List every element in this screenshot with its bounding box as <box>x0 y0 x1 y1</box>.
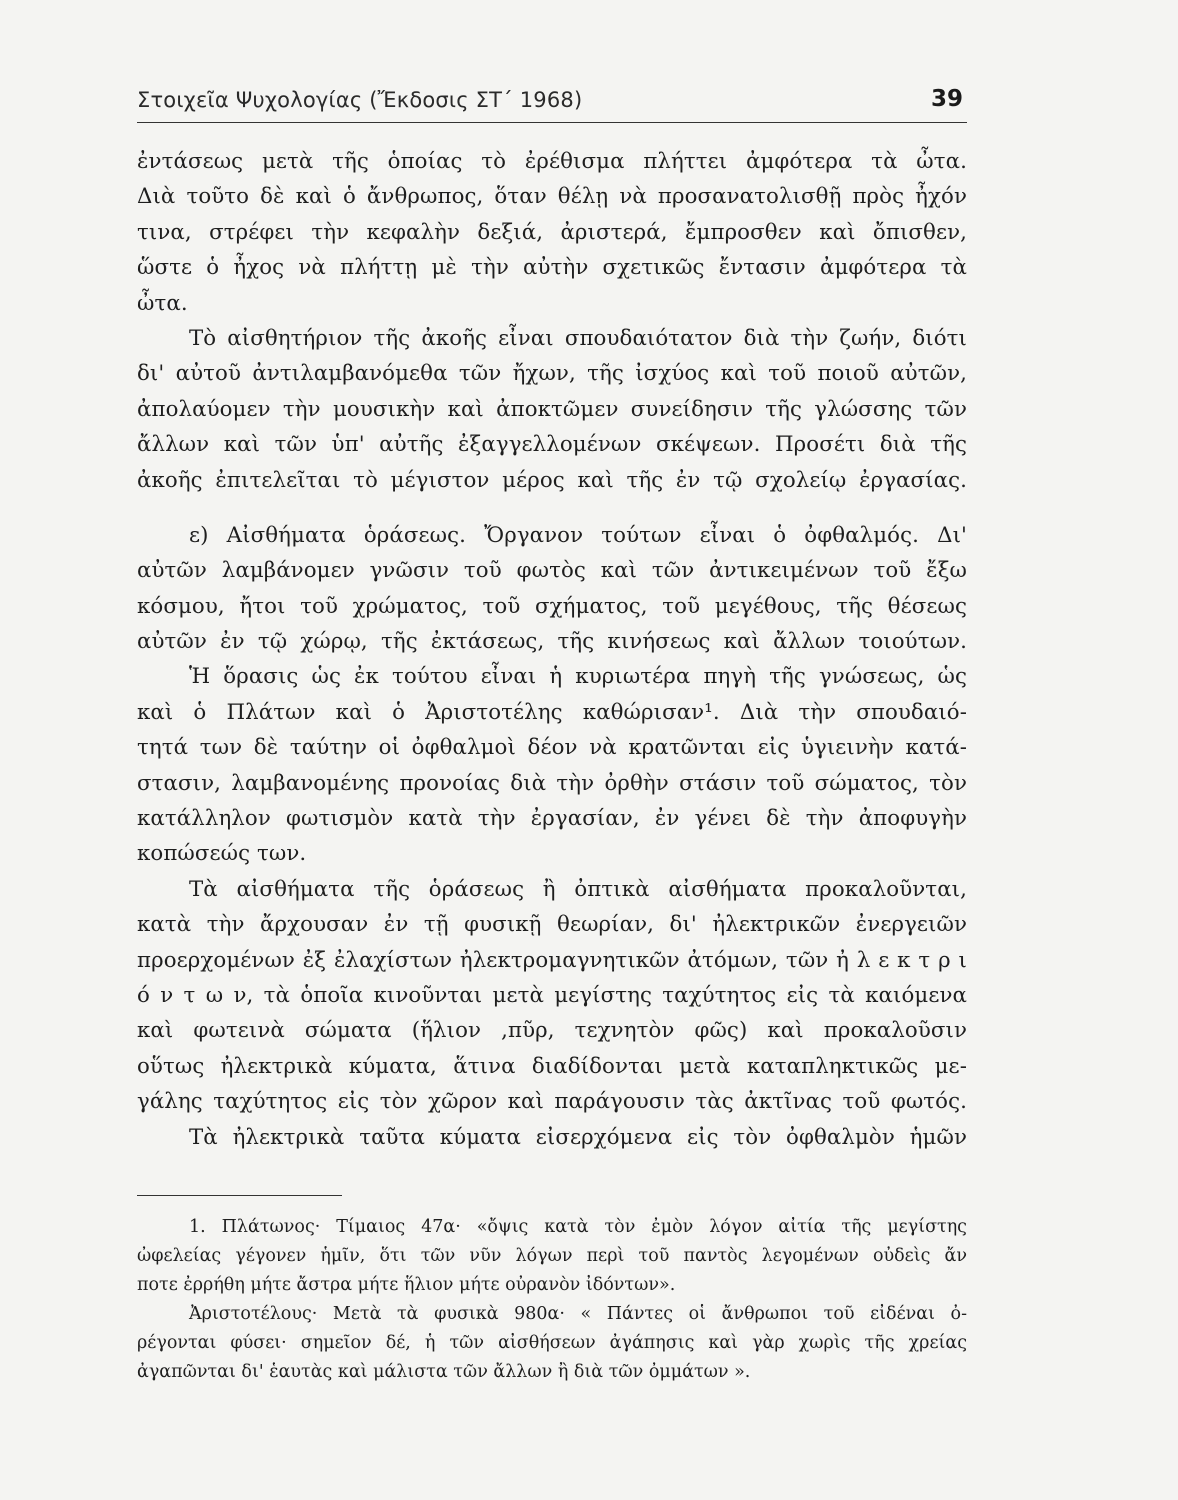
text-line: αὐτῶν λαμβάνομεν γνῶσιν τοῦ φωτὸς καὶ τῶν ἀντικειμένων τοῦ ἔξω <box>137 558 967 584</box>
footnote-line: ὠφελείας γέγονεν ἡμῖν, ὅτι τῶν νῦν λόγων περὶ τοῦ παντὸς λεγομένων οὐδεὶς ἄν <box>137 1246 967 1266</box>
text-line: Διὰ τοῦτο δὲ καὶ ὁ ἄνθρωπος, ὅταν θέλῃ νὰ προσανατολισθῇ πρὸς ἦχόν <box>137 184 967 210</box>
text-line: ἀκοῆς ἐπιτελεῖται τὸ μέγιστον μέρος καὶ τῆς ἐν τῷ σχολείῳ ἐργασίας. <box>137 467 967 493</box>
footnote-line: ποτε ἐρρήθη μήτε ἄστρα μήτε ἥλιον μήτε οὐρανὸν ἰδόντων». <box>137 1275 676 1295</box>
text-line: ἀπολαύομεν τὴν μουσικὴν καὶ ἀποκτῶμεν συνείδησιν τῆς γλώσσης τῶν <box>137 396 967 422</box>
page-number: 39 <box>930 86 963 112</box>
text-line: τητά των δὲ ταύτην οἱ ὀφθαλμοὶ δέον νὰ κρατῶνται εἰς ὑγιεινὴν κατά- <box>137 735 967 761</box>
text-line: καὶ ὁ Πλάτων καὶ ὁ Ἀριστοτέλης καθώρισαν¹. Διὰ τὴν σπουδαιό- <box>137 699 967 725</box>
text-line: κοπώσεώς των. <box>137 841 307 867</box>
text-line: δι' αὐτοῦ ἀντιλαμβανόμεθα τῶν ἤχων, τῆς ἰσχύος καὶ τοῦ ποιοῦ αὐτῶν, <box>137 361 967 387</box>
running-title: Στοιχεῖα Ψυχολογίας (Ἔκδοσις ΣΤ΄ 1968) <box>137 88 583 112</box>
body-text <box>137 144 967 1155</box>
paragraph-start-line: Τὰ ἠλεκτρικὰ ταῦτα κύματα εἰσερχόμενα εἰς τὸν ὀφθαλμὸν ἡμῶν <box>189 1124 967 1150</box>
text-line: οὕτως ἠλεκτρικὰ κύματα, ἅτινα διαδίδονται μετὰ καταπληκτικῶς με- <box>137 1053 967 1079</box>
text-line: ἄλλων καὶ τῶν ὑπ' αὐτῆς ἐξαγγελλομένων σκέψεων. Προσέτι διὰ τῆς <box>137 432 967 458</box>
text-line: ὦτα. <box>137 290 188 316</box>
footnote-line: ρέγονται φύσει· σημεῖον δέ, ἡ τῶν αἰσθήσεων ἀγάπησις καὶ γὰρ χωρὶς τῆς χρείας <box>137 1333 967 1353</box>
text-line: αὐτῶν ἐν τῷ χώρῳ, τῆς ἐκτάσεως, τῆς κινήσεως καὶ ἄλλων τοιούτων. <box>137 629 967 655</box>
text-line: ό ν τ ω ν, τὰ ὁποῖα κινοῦνται μετὰ μεγίστης ταχύτητος εἰς τὰ καιόμενα <box>137 982 967 1008</box>
footnote-line: ἀγαπῶνται δι' ἑαυτὰς καὶ μάλιστα τῶν ἄλλων ἢ διὰ τῶν ὀμμάτων ». <box>137 1362 751 1382</box>
paragraph-start-line: Ἡ ὅρασις ὡς ἐκ τούτου εἶναι ἡ κυριωτέρα πηγὴ τῆς γνώσεως, ὡς <box>189 664 967 690</box>
text-line: γάλης ταχύτητος εἰς τὸν χῶρον καὶ παράγουσιν τὰς ἀκτῖνας τοῦ φωτός. <box>137 1089 967 1115</box>
text-line: καὶ φωτεινὰ σώματα (ἥλιον ,πῦρ, τεχνητὸν φῶς) καὶ προκαλοῦσιν <box>137 1018 967 1044</box>
text-line: στασιν, λαμβανομένης προνοίας διὰ τὴν ὀρθὴν στάσιν τοῦ σώματος, τὸν <box>137 770 967 796</box>
footnotes <box>137 1213 967 1387</box>
text-line: κατάλληλον φωτισμὸν κατὰ τὴν ἐργασίαν, ἐν γένει δὲ τὴν ἀποφυγὴν <box>137 806 967 832</box>
text-line: ὥστε ὁ ἦχος νὰ πλήττῃ μὲ τὴν αὐτὴν σχετικῶς ἔντασιν ἀμφότερα τὰ <box>137 255 967 281</box>
section-heading-line: ε) Αἰσθήματα ὁράσεως. Ὄργανον τούτων εἶναι ὁ ὀφθαλμός. Δι' <box>189 522 967 548</box>
running-head <box>137 78 967 118</box>
footnote-rule <box>137 1195 342 1196</box>
paragraph-start-line: Τὸ αἰσθητήριον τῆς ἀκοῆς εἶναι σπουδαιότατον διὰ τὴν ζωήν, διότι <box>189 325 967 351</box>
footnote-line: Ἀριστοτέλους· Μετὰ τὰ φυσικὰ 980α· « Πάντες οἱ ἄνθρωποι τοῦ εἰδέναι ὀ- <box>189 1304 967 1324</box>
footnote-line: 1. Πλάτωνος· Τίμαιος 47α· «ὄψις κατὰ τὸν ἐμὸν λόγον αἰτία τῆς μεγίστης <box>189 1217 967 1237</box>
paragraph-start-line: Τὰ αἰσθήματα τῆς ὁράσεως ἢ ὀπτικὰ αἰσθήματα προκαλοῦνται, <box>189 876 967 902</box>
text-line: τινα, στρέφει τὴν κεφαλὴν δεξιά, ἀριστερά, ἔμπροσθεν καὶ ὄπισθεν, <box>137 219 967 245</box>
text-line: κόσμου, ἤτοι τοῦ χρώματος, τοῦ σχήματος, τοῦ μεγέθους, τῆς θέσεως <box>137 593 967 619</box>
header-rule <box>137 122 967 123</box>
text-line: προερχομένων ἐξ ἐλαχίστων ἠλεκτρομαγνητικῶν ἀτόμων, τῶν ἠ λ ε κ τ ρ ι <box>137 947 967 973</box>
text-line: κατὰ τὴν ἄρχουσαν ἐν τῇ φυσικῇ θεωρίαν, δι' ἠλεκτρικῶν ἐνεργειῶν <box>137 912 967 938</box>
text-line: ἐντάσεως μετὰ τῆς ὁποίας τὸ ἐρέθισμα πλήττει ἀμφότερα τὰ ὦτα. <box>137 149 967 174</box>
section-gap <box>137 498 967 518</box>
